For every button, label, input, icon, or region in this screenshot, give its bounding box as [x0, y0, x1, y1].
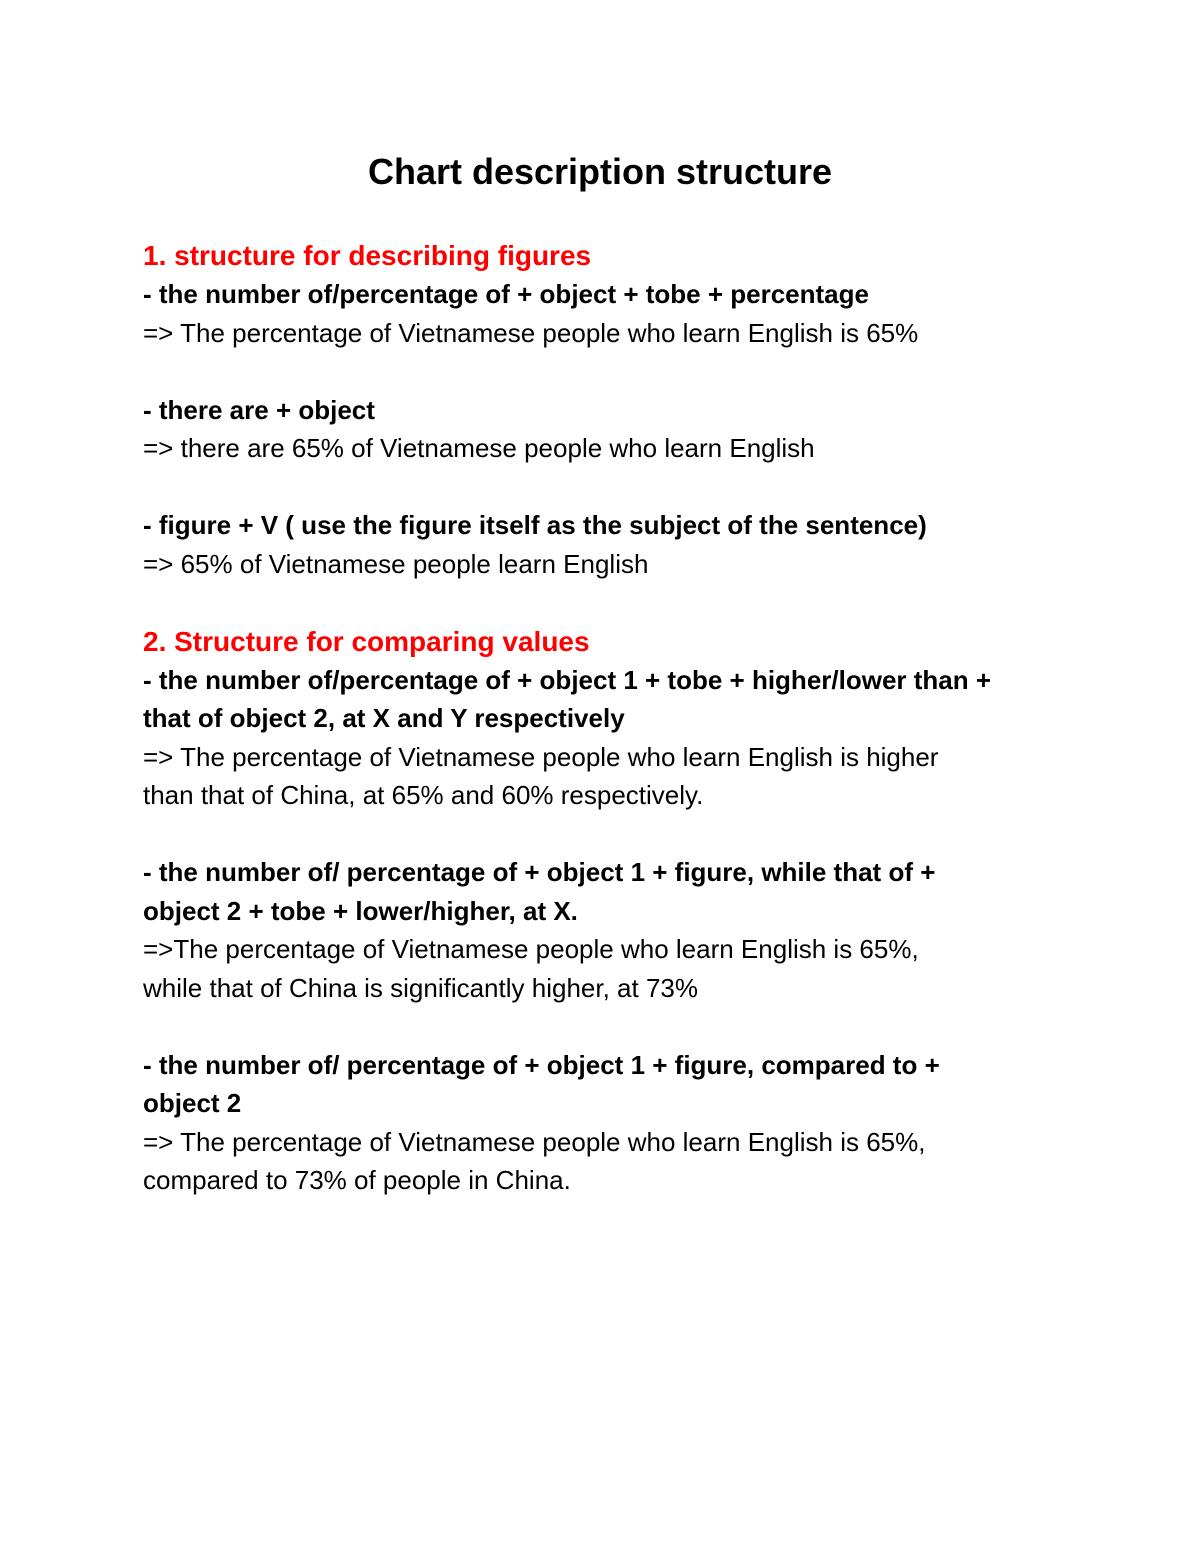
structure-block	[143, 506, 1073, 583]
structure-block	[143, 661, 1073, 815]
structure-example: =>The percentage of Vietnamese people who learn English is 65%,	[143, 934, 919, 964]
structure-block	[143, 275, 1073, 352]
paragraph-gap	[143, 815, 1073, 854]
structure-example: => there are 65% of Vietnamese people who learn English	[143, 433, 815, 463]
structure-example: than that of China, at 65% and 60% respectively.	[143, 780, 704, 810]
structure-rule: - the number of/percentage of + object + tobe + percentage	[143, 279, 869, 309]
structure-rule: - the number of/ percentage of + object 1 + figure, while that of +	[143, 857, 936, 887]
structure-example: => The percentage of Vietnamese people who learn English is 65%,	[143, 1126, 926, 1157]
structure-rule: - figure + V ( use the figure itself as the subject of the sentence)	[143, 510, 927, 540]
section-comparing-values	[143, 622, 1073, 1200]
document-body	[143, 236, 1073, 1200]
structure-block	[143, 853, 1073, 1007]
structure-example: while that of China is significantly higher, at 73%	[143, 972, 698, 1003]
structure-rule: that of object 2, at X and Y respectively	[143, 703, 625, 733]
structure-rule: - the number of/percentage of + object 1 + tobe + higher/lower than +	[143, 664, 992, 695]
section-heading: 1. structure for describing figures	[143, 240, 592, 271]
section-describing-figures	[143, 236, 1073, 583]
section-gap	[143, 583, 1073, 622]
structure-rule: object 2	[143, 1088, 242, 1118]
paragraph-gap	[143, 352, 1073, 391]
structure-rule: object 2 + tobe + lower/higher, at X.	[143, 895, 578, 926]
structure-example: compared to 73% of people in China.	[143, 1165, 571, 1195]
structure-rule: - there are + object	[143, 394, 375, 425]
structure-rule: - the number of/ percentage of + object 1 + figure, compared to +	[143, 1049, 940, 1080]
paragraph-gap	[143, 1007, 1073, 1046]
structure-block	[143, 391, 1073, 468]
structure-block	[143, 1046, 1073, 1200]
section-heading: 2. Structure for comparing values	[143, 625, 590, 657]
page-title: Chart description structure	[367, 151, 833, 192]
structure-example: => The percentage of Vietnamese people who learn English is 65%	[143, 317, 919, 348]
structure-example: => 65% of Vietnamese people learn English	[143, 548, 649, 579]
structure-example: => The percentage of Vietnamese people who learn English is higher	[143, 741, 939, 772]
paragraph-gap	[143, 468, 1073, 507]
